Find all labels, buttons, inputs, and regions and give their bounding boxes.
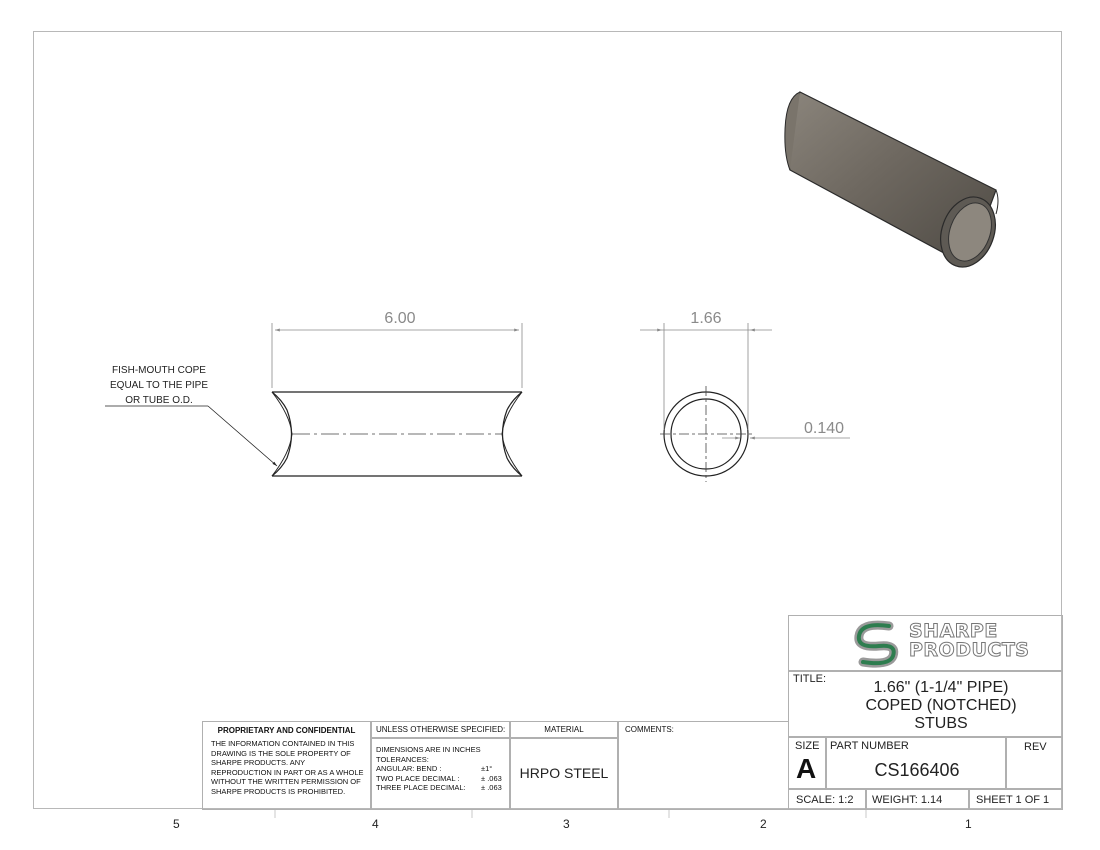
rev-label: REV (1024, 741, 1047, 753)
weight-cell (866, 789, 969, 810)
proprietary-text: THE INFORMATION CONTAINED IN THIS DRAWING IS THE SOLE PROPERTY OF SHARPE PRODUCTS. ANY REPRODUCTION IN PART OR AS A WHOLE WITHOUT THE WRITTEN PERMISSION OF SHARPE PRODUCTS IS PROHIBITED. (211, 739, 364, 796)
zone-label: 4 (372, 817, 379, 831)
tolerance-row-label: THREE PLACE DECIMAL: (376, 783, 466, 792)
length-dimension-text: 6.00 (384, 310, 416, 327)
title-line: STUBS (914, 715, 968, 732)
tolerance-label: TOLERANCES: (376, 754, 429, 764)
note-line: OR TUBE O.D. (125, 395, 193, 406)
comments-cell (618, 721, 789, 810)
fish-mouth-note (100, 363, 218, 408)
material-cell (510, 738, 618, 810)
zone-label: 2 (760, 817, 767, 831)
logo-line: PRODUCTS (909, 639, 1030, 661)
title-line: 1.66" (1-1/4" PIPE) (873, 679, 1009, 696)
tolerance-row-value: ± .063 (481, 773, 502, 783)
material-heading: MATERIAL (544, 725, 584, 734)
sheet-cell (969, 789, 1063, 810)
material-heading-cell (510, 721, 618, 738)
size-cell (788, 737, 826, 789)
wall-dimension-text: 0.140 (803, 420, 845, 437)
note-line: FISH-MOUTH COPE (112, 365, 206, 376)
part-number-label: PART NUMBER (830, 740, 909, 752)
comments-heading: COMMENTS: (625, 725, 674, 734)
tolerance-row-value: ±1° (481, 764, 493, 773)
logo-line: SHARPE (909, 620, 998, 642)
part-number-cell (826, 737, 1006, 789)
tolerance-row-label: ANGULAR: BEND : (376, 764, 442, 773)
logo-text (909, 622, 1030, 660)
title-line: COPED (NOTCHED) (865, 697, 1017, 714)
tolerance-block (371, 738, 510, 810)
tolerance-row (372, 783, 509, 793)
tolerance-heading-cell (371, 721, 510, 738)
scale-cell (788, 789, 866, 810)
size-value: A (796, 753, 817, 784)
weight-text: WEIGHT: 1.14 (872, 794, 943, 806)
isometric-render (785, 92, 1005, 275)
tolerance-row (372, 764, 509, 774)
sheet-text: SHEET 1 OF 1 (976, 794, 1050, 806)
end-view (660, 386, 752, 482)
proprietary-block (202, 721, 371, 810)
size-label: SIZE (795, 740, 820, 752)
note-leader (105, 406, 277, 466)
part-number-value: CS166406 (874, 760, 960, 780)
tolerance-row (372, 774, 509, 784)
rev-cell (1006, 737, 1063, 789)
title-cell (788, 671, 1063, 737)
drawing-title (825, 679, 1057, 733)
tolerance-heading: UNLESS OTHERWISE SPECIFIED: (376, 725, 506, 734)
od-dimension-text: 1.66 (690, 310, 722, 327)
logo-cell (788, 615, 1063, 671)
zone-ticks (275, 810, 866, 818)
proprietary-heading: PROPRIETARY AND CONFIDENTIAL (217, 726, 356, 735)
side-view (272, 392, 522, 476)
material-value: HRPO STEEL (519, 765, 609, 781)
note-line: EQUAL TO THE PIPE (110, 380, 208, 391)
scale-text: SCALE: 1:2 (796, 794, 854, 806)
length-dimension (272, 323, 522, 388)
tolerance-row-label: TWO PLACE DECIMAL : (376, 773, 460, 783)
zone-label: 5 (173, 817, 180, 831)
tolerance-row-value: ± .063 (481, 783, 502, 792)
tolerance-units: DIMENSIONS ARE IN INCHES (376, 745, 481, 754)
title-label: TITLE: (793, 673, 827, 685)
sharpe-logo-icon (849, 620, 909, 668)
zone-label: 1 (965, 817, 972, 831)
zone-label: 3 (563, 817, 570, 831)
